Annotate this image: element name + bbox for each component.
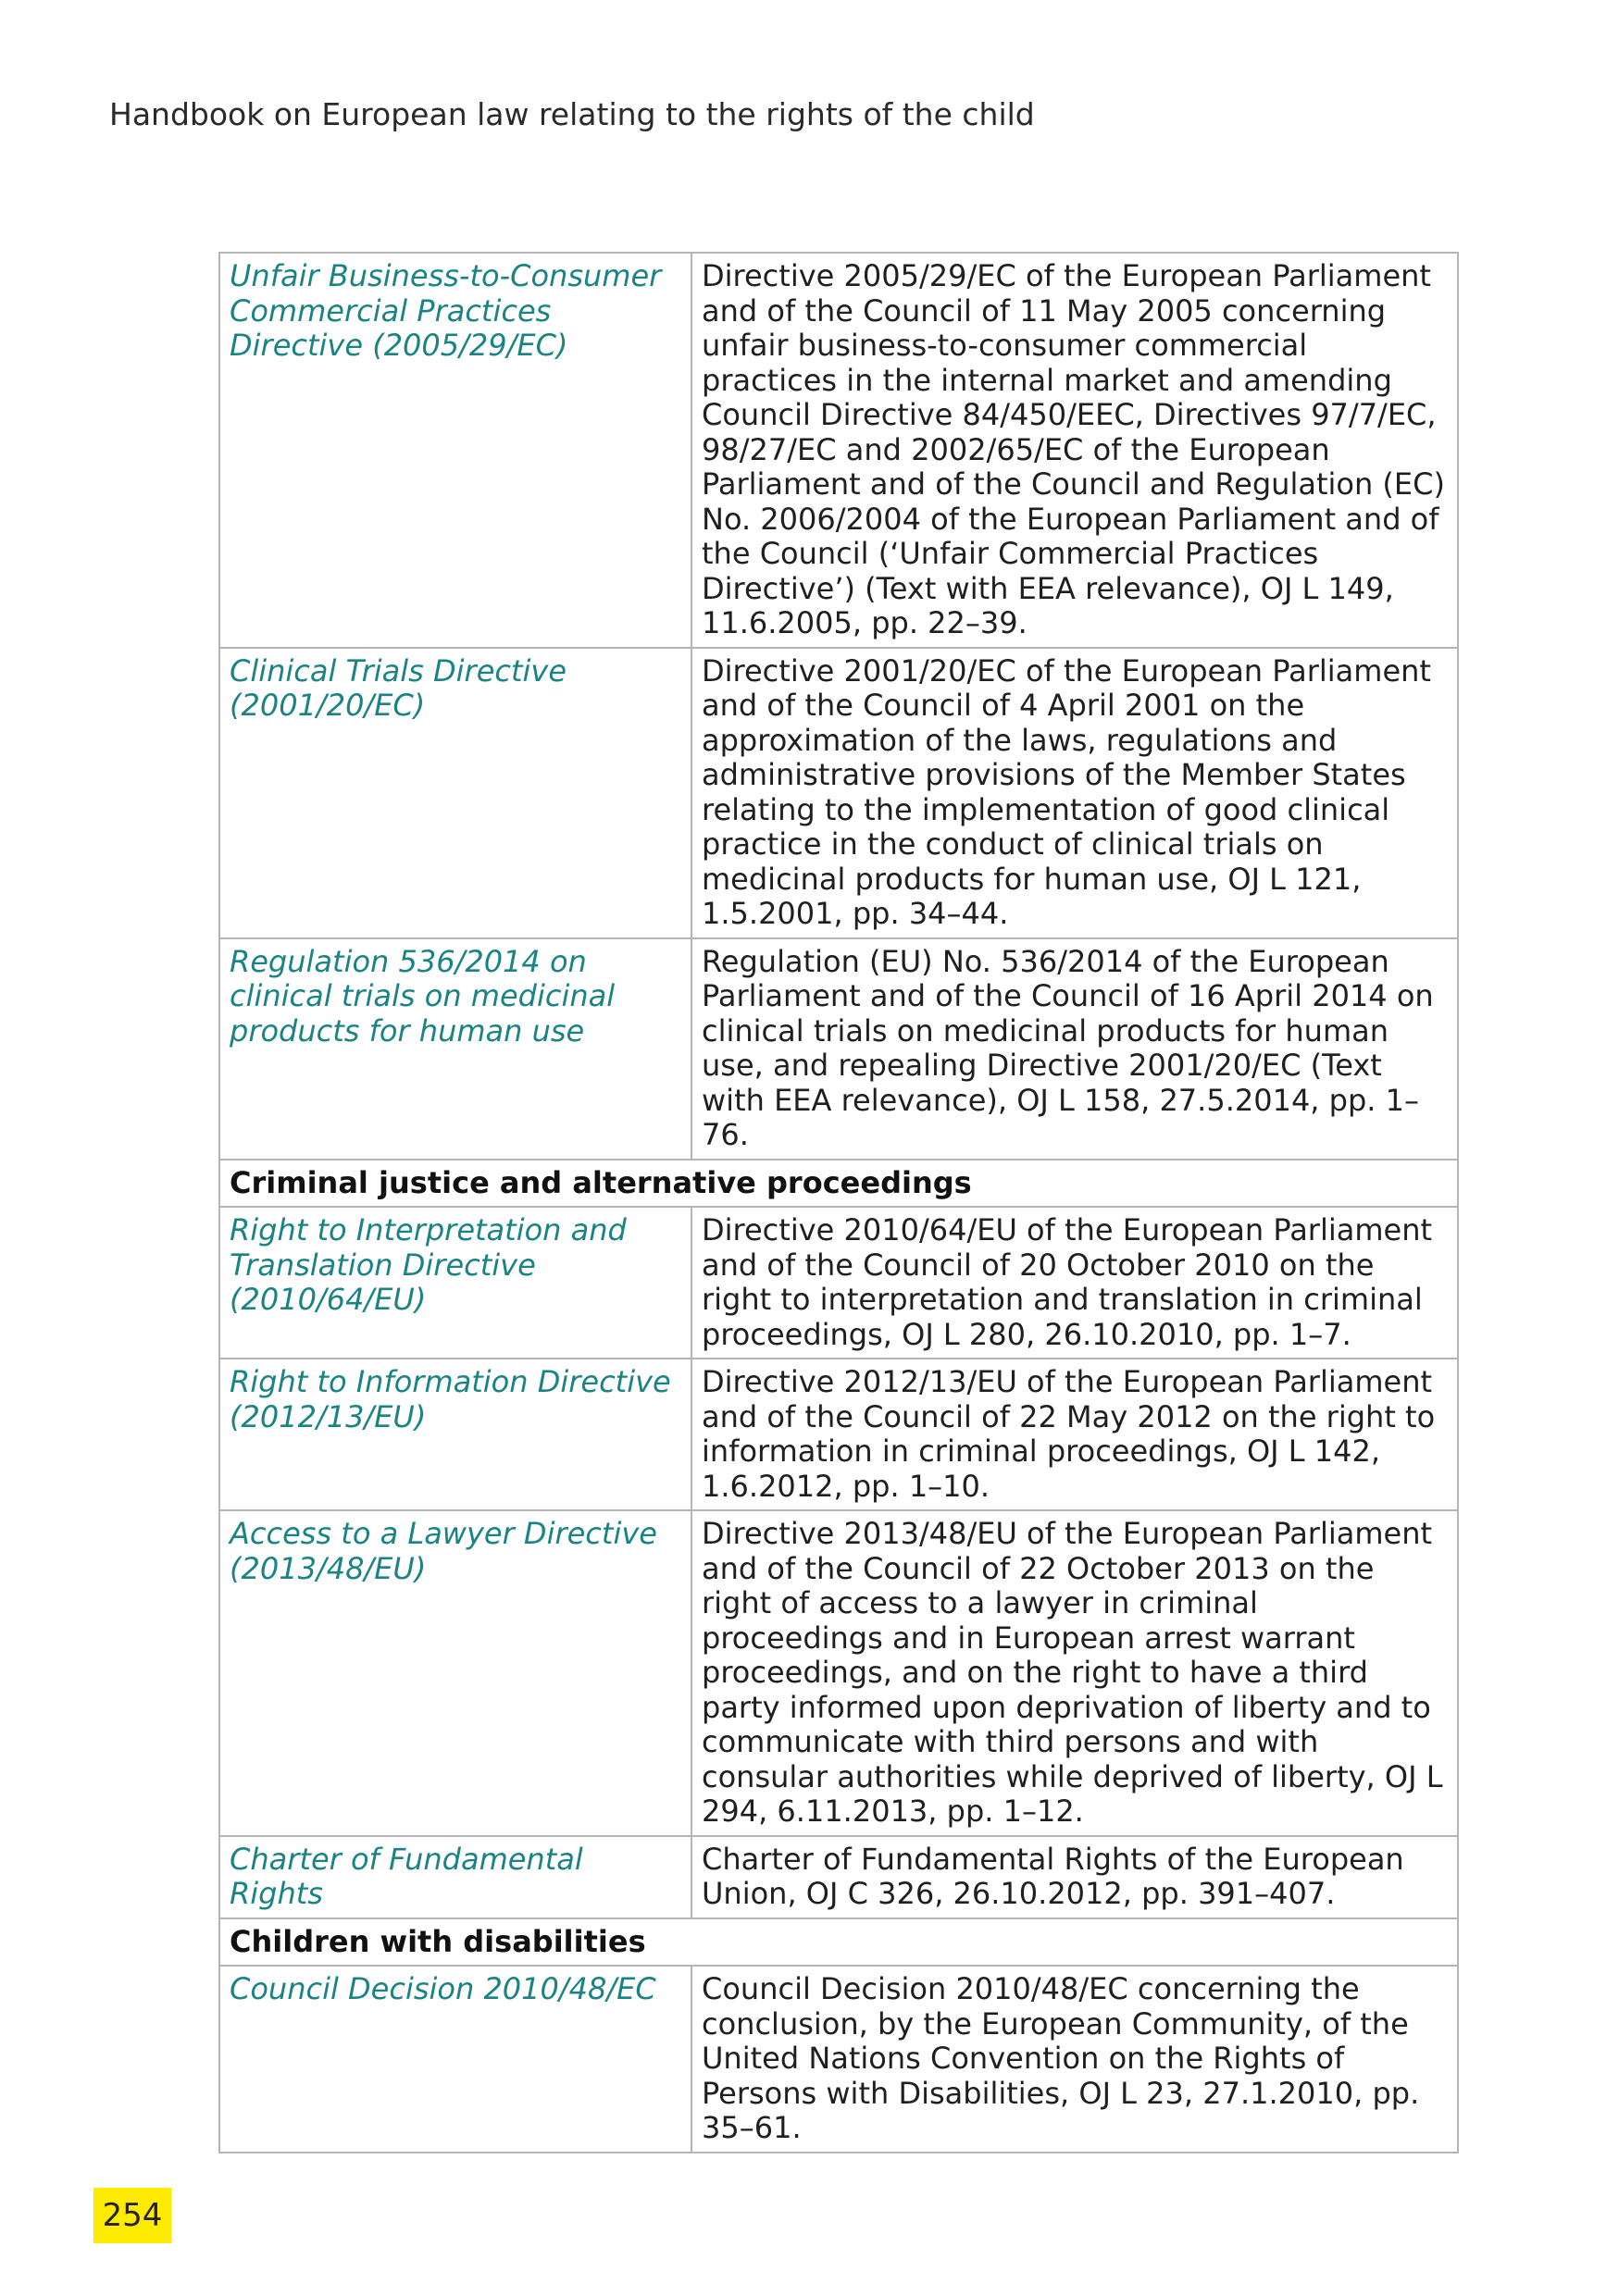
full-citation-cell: Directive 2001/20/EC of the European Parliament and of the Council of 4 April 2001 on the approximation of the laws, regulations and administrative provisions of the Member States relating to the implementation of good clinical practice in the conduct of clinical trials on medicinal products for human use, OJ L 121, 1.5.2001, pp. 34–44. bbox=[691, 648, 1458, 938]
table-row bbox=[219, 938, 1458, 1160]
table-row bbox=[219, 648, 1458, 938]
legislation-reference-table bbox=[218, 252, 1459, 2153]
page-number-badge: 254 bbox=[93, 2188, 171, 2243]
short-name-cell: Regulation 536/2014 on clinical trials on medicinal products for human use bbox=[219, 938, 691, 1160]
short-name-cell: Charter of Fundamental Rights bbox=[219, 1836, 691, 1918]
table-row bbox=[219, 1510, 1458, 1836]
full-citation-cell: Directive 2010/64/EU of the European Parliament and of the Council of 20 October 2010 on the right to interpretation and translation in criminal proceedings, OJ L 280, 26.10.2010, pp. 1–7. bbox=[691, 1207, 1458, 1359]
table-row bbox=[219, 1207, 1458, 1359]
short-name-cell: Access to a Lawyer Directive (2013/48/EU) bbox=[219, 1510, 691, 1836]
short-name-cell: Clinical Trials Directive (2001/20/EC) bbox=[219, 648, 691, 938]
running-header-title: Handbook on European law relating to the rights of the child bbox=[109, 96, 1035, 132]
table-row bbox=[219, 1359, 1458, 1510]
full-citation-cell: Charter of Fundamental Rights of the European Union, OJ C 326, 26.10.2012, pp. 391–407. bbox=[691, 1836, 1458, 1918]
short-name-cell: Council Decision 2010/48/EC bbox=[219, 1966, 691, 2153]
full-citation-cell: Regulation (EU) No. 536/2014 of the European Parliament and of the Council of 16 April 2014 on clinical trials on medicinal products for human use, and repealing Directive 2001/20/EC (Text with EEA relevance), OJ L 158, 27.5.2014, pp. 1–76. bbox=[691, 938, 1458, 1160]
table-row bbox=[219, 1966, 1458, 2153]
full-citation-cell: Directive 2005/29/EC of the European Parliament and of the Council of 11 May 2005 concerning unfair business-to-consumer commercial practices in the internal market and amending Council Directive 84/450/EEC, Directives 97/7/EC, 98/27/EC and 2002/65/EC of the European Parliament and of the Council and Regulation (EC) No. 2006/2004 of the European Parliament and of the Council (‘Unfair Commercial Practices Directive’) (Text with EEA relevance), OJ L 149, 11.6.2005, pp. 22–39. bbox=[691, 253, 1458, 648]
full-citation-cell: Directive 2012/13/EU of the European Parliament and of the Council of 22 May 2012 on the right to information in criminal proceedings, OJ L 142, 1.6.2012, pp. 1–10. bbox=[691, 1359, 1458, 1510]
section-row bbox=[219, 1918, 1458, 1967]
full-citation-cell: Council Decision 2010/48/EC concerning the conclusion, by the European Community, of the United Nations Convention on the Rights of Persons with Disabilities, OJ L 23, 27.1.2010, pp. 35–61. bbox=[691, 1966, 1458, 2153]
table-row bbox=[219, 253, 1458, 648]
section-heading: Children with disabilities bbox=[219, 1918, 1458, 1967]
short-name-cell: Unfair Business-to-Consumer Commercial Practices Directive (2005/29/EC) bbox=[219, 253, 691, 648]
short-name-cell: Right to Information Directive (2012/13/EU) bbox=[219, 1359, 691, 1510]
full-citation-cell: Directive 2013/48/EU of the European Parliament and of the Council of 22 October 2013 on the right of access to a lawyer in criminal proceedings and in European arrest warrant proceedings, and on the right to have a third party informed upon deprivation of liberty and to communicate with third persons and with consular authorities while deprived of liberty, OJ L 294, 6.11.2013, pp. 1–12. bbox=[691, 1510, 1458, 1836]
section-row bbox=[219, 1160, 1458, 1208]
short-name-cell: Right to Interpretation and Translation Directive (2010/64/EU) bbox=[219, 1207, 691, 1359]
table-row bbox=[219, 1836, 1458, 1918]
section-heading: Criminal justice and alternative proceedings bbox=[219, 1160, 1458, 1208]
